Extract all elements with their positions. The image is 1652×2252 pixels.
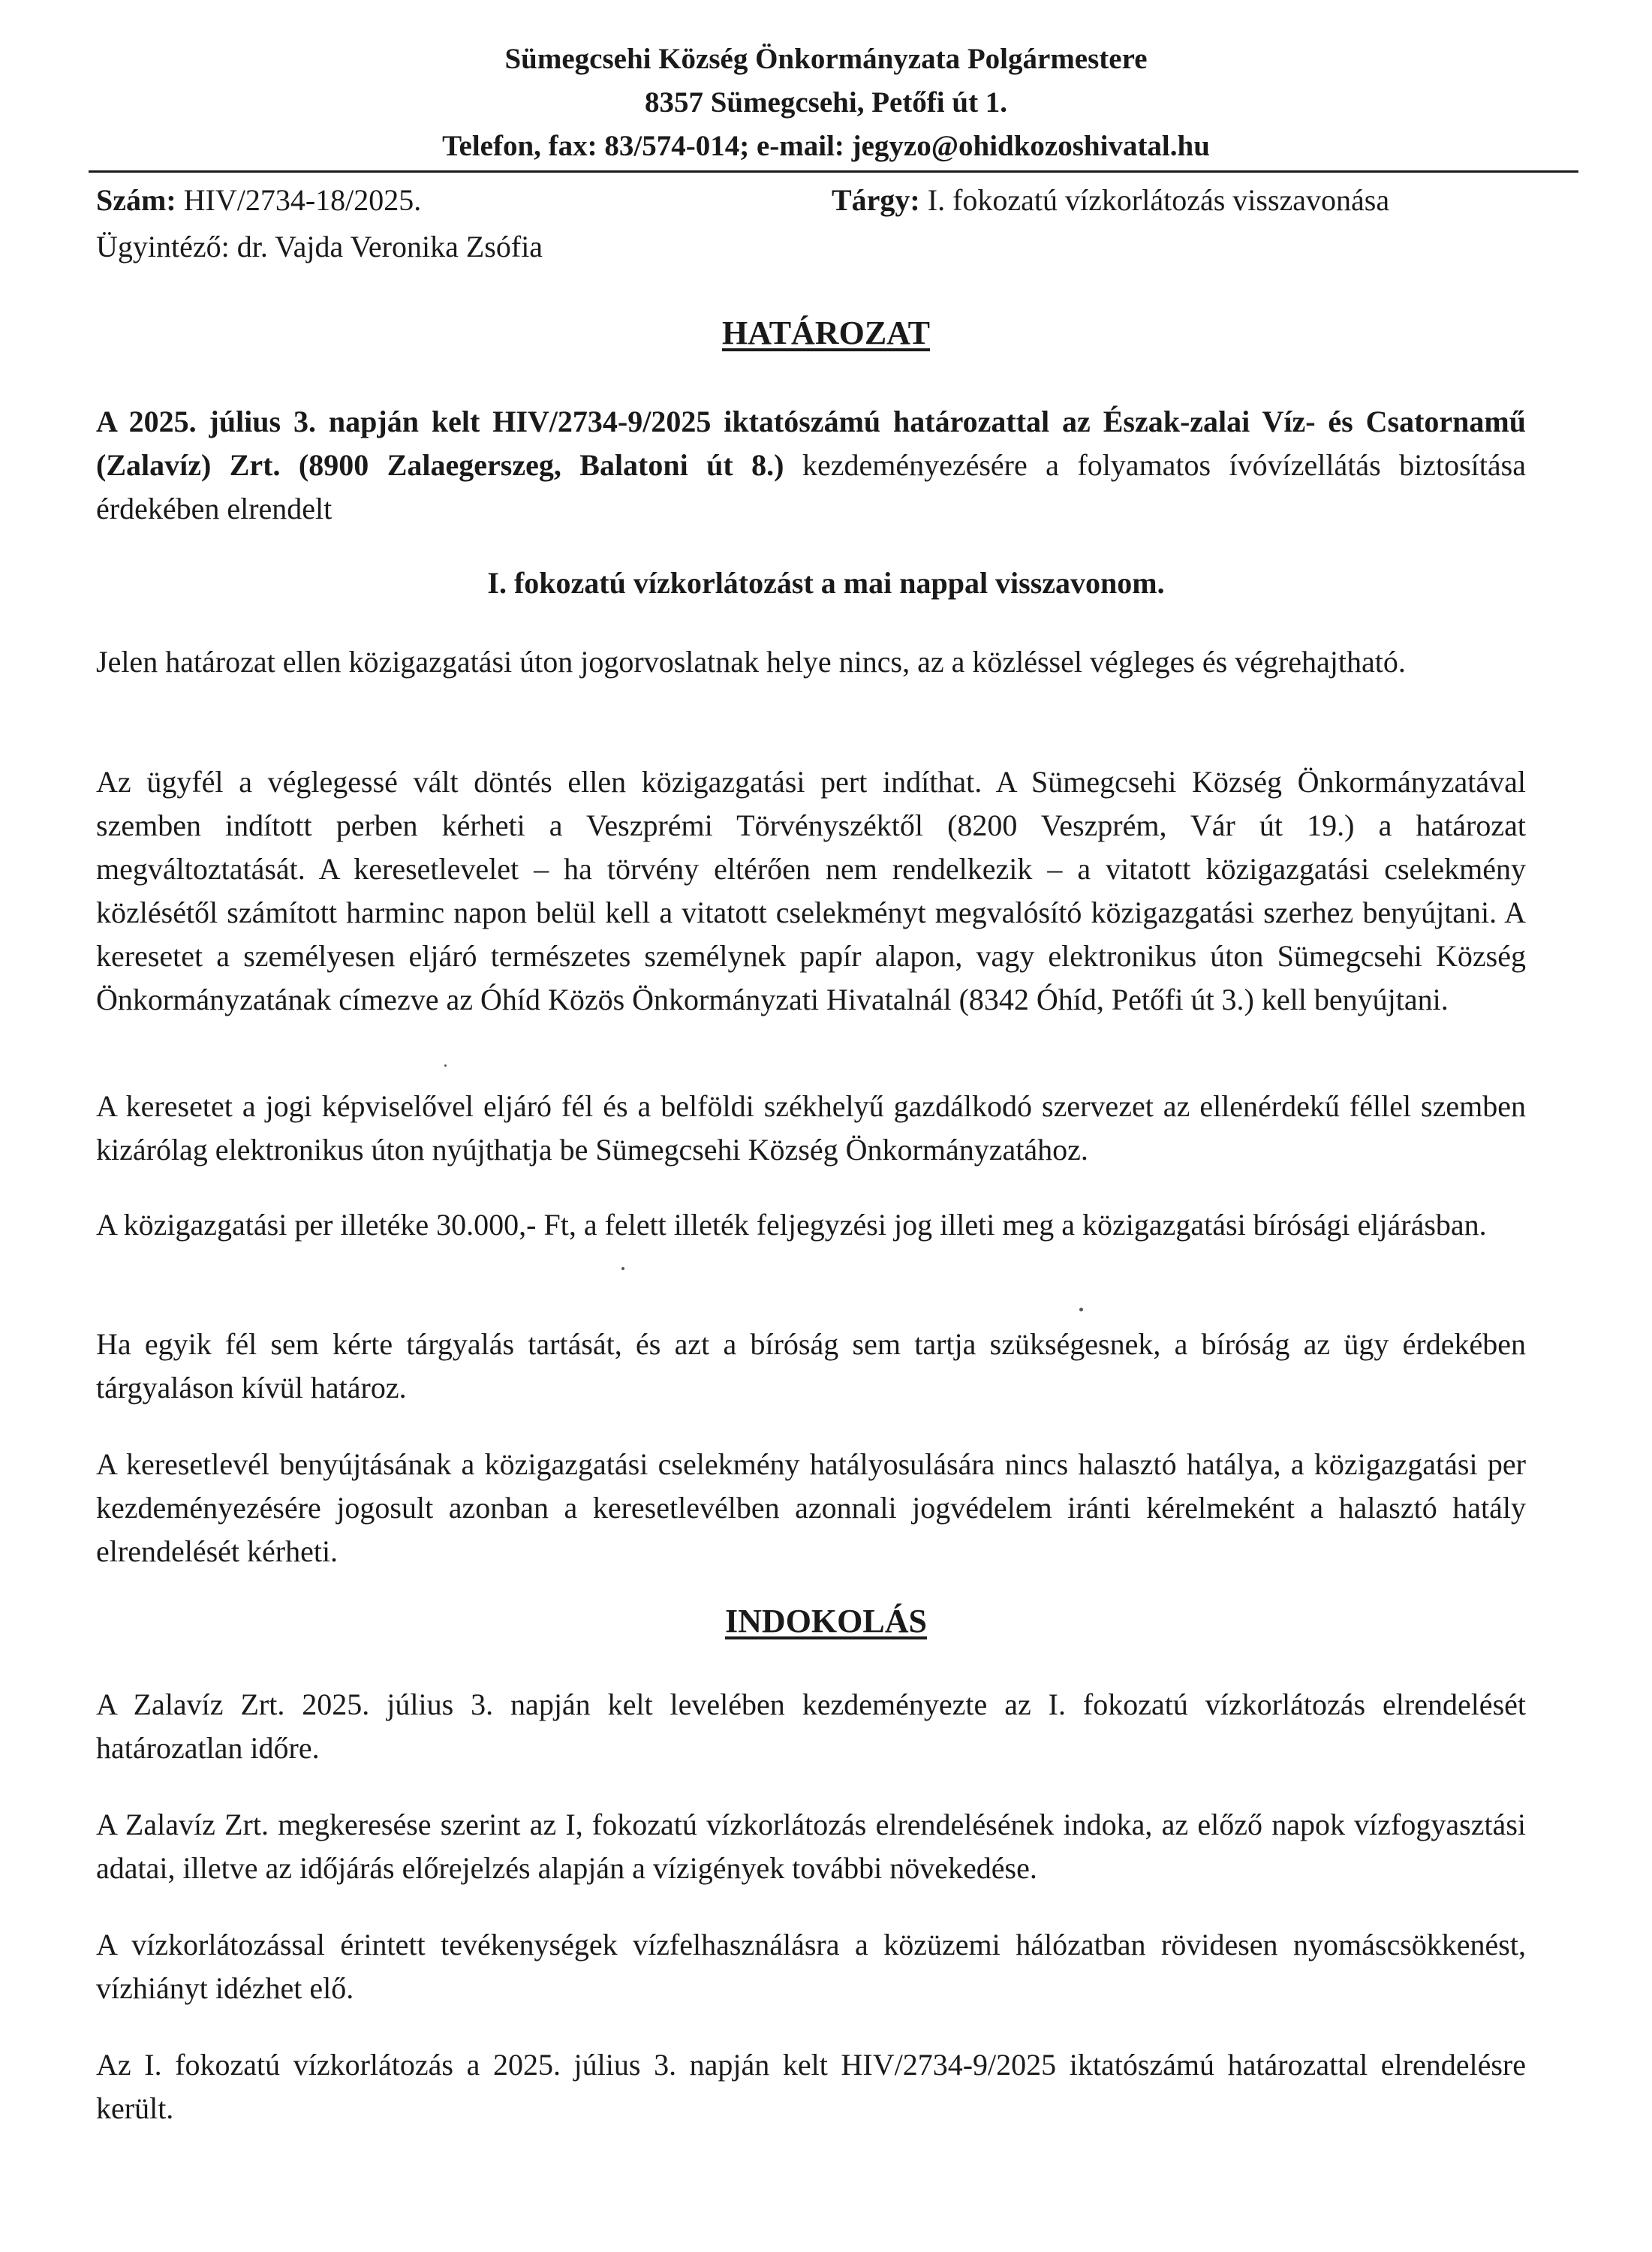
paragraph-hearing: Ha egyik fél sem kérte tárgyalás tartását, és azt a bíróság sem tartja szükségesnek, a bíróság az ügy érdekében tárgyaláson kívül határoz. xyxy=(96,1327,1526,1404)
letterhead-office: Sümegcsehi Község Önkormányzata Polgármestere xyxy=(504,43,1148,75)
case-officer: Ügyintéző: dr. Vajda Veronika Zsófia xyxy=(96,230,543,263)
decision-intro-rest: kezdeményezésére a folyamatos ívóvízellátás biztosítása érdekében elrendelt xyxy=(96,448,1526,525)
reference-number xyxy=(96,179,421,222)
subject xyxy=(832,179,1389,222)
subject-value: I. fokozatú vízkorlátozás visszavonása xyxy=(927,183,1390,217)
header-divider xyxy=(89,170,1578,173)
decision-intro xyxy=(96,400,1526,531)
paragraph-lawsuit: Az ügyfél a véglegessé vált döntés ellen közigazgatási pert indíthat. A Sümegcsehi Község Önkormányzatával szemben indított perben kérheti a Veszprémi Törvényszéktől (8200 Veszprém, Vár út 19.) a határozat megváltoztatását. A keresetlevelet – ha törvény eltérően nem rendelkezik – a vitatott közigazgatási cselekmény közlésétől számított harminc napon belül kell a vitatott cselekményt megvalósító közigazgatási szerhez benyújtani. A keresetet a személyesen eljáró természetes személynek papír alapon, vagy elektronikus úton Sümegcsehi Község Önkormányzatának címezve az Óhíd Közös Önkormányzati Hivatalnál (8342 Óhíd, Petőfi út 3.) kell benyújtani. xyxy=(96,765,1526,1016)
scan-speck xyxy=(444,1064,447,1067)
letterhead xyxy=(0,38,1652,168)
paragraph-remedy: Jelen határozat ellen közigazgatási úton jogorvoslatnak helye nincs, az a közléssel végleges és végrehajtható. xyxy=(96,645,1406,679)
reasoning-paragraph: Az I. fokozatú vízkorlátozás a 2025. július 3. napján kelt HIV/2734-9/2025 iktatószámú határozattal elrendelésre került. xyxy=(96,2048,1526,2125)
decision-statement: I. fokozatú vízkorlátozást a mai nappal visszavonom. xyxy=(487,566,1165,600)
paragraph-fee: A közigazgatási per illetéke 30.000,- Ft, a felett illeték feljegyzési jog illeti meg a közigazgatási bírósági eljárásban. xyxy=(96,1208,1487,1242)
subject-label: Tárgy: xyxy=(832,183,920,217)
scan-speck xyxy=(1079,1308,1083,1311)
scan-speck xyxy=(621,1267,624,1270)
reference-number-label: Szám: xyxy=(96,183,176,217)
letterhead-contact: Telefon, fax: 83/574-014; e-mail: jegyzo@ohidkozoshivatal.hu xyxy=(442,130,1210,162)
paragraph-suspensive-effect: A keresetlevél benyújtásának a közigazgatási cselekmény hatályosulására nincs halasztó hatálya, a közigazgatási per kezdeményezésére jogosult azonban a keresetlevélben azonnali jogvédelem iránti kérelmeként a halasztó hatály elrendelését kérheti. xyxy=(96,1447,1526,1568)
reasoning-heading: INDOKOLÁS xyxy=(725,1603,927,1639)
paragraph-electronic-filing: A keresetet a jogi képviselővel eljáró fél és a belföldi székhelyű gazdálkodó szervezet az ellenérdekű féllel szemben kizárólag elektronikus úton nyújthatja be Sümegcsehi Község Önkormányzatához. xyxy=(96,1089,1526,1167)
reasoning-paragraph: A Zalavíz Zrt. 2025. július 3. napján kelt levelében kezdeményezte az I. fokozatú vízkorlátozás elrendelését határozatlan időre. xyxy=(96,1687,1526,1765)
reference-number-value: HIV/2734-18/2025. xyxy=(183,183,422,217)
reasoning-paragraph: A vízkorlátozással érintett tevékenységek vízfelhasználásra a közüzemi hálózatban rövidesen nyomáscsökkenést, vízhiányt idézhet elő. xyxy=(96,1928,1526,2005)
reasoning-paragraph: A Zalavíz Zrt. megkeresése szerint az I, fokozatú vízkorlátozás elrendelésének indoka, az előző napok vízfogyasztási adatai, illetve az időjárás előrejelzés alapján a vízigények további növekedése. xyxy=(96,1808,1526,1885)
decision-heading: HATÁROZAT xyxy=(721,315,931,351)
decision-intro-bold: A 2025. július 3. napján kelt HIV/2734-9/2025 iktatószámú határozattal az Észak-zalai Víz- és Csatornamű (Zalavíz) Zrt. (8900 Zalaegerszeg, Balatoni út 8.) xyxy=(96,405,1526,482)
letterhead-address: 8357 Sümegcsehi, Petőfi út 1. xyxy=(644,86,1008,119)
